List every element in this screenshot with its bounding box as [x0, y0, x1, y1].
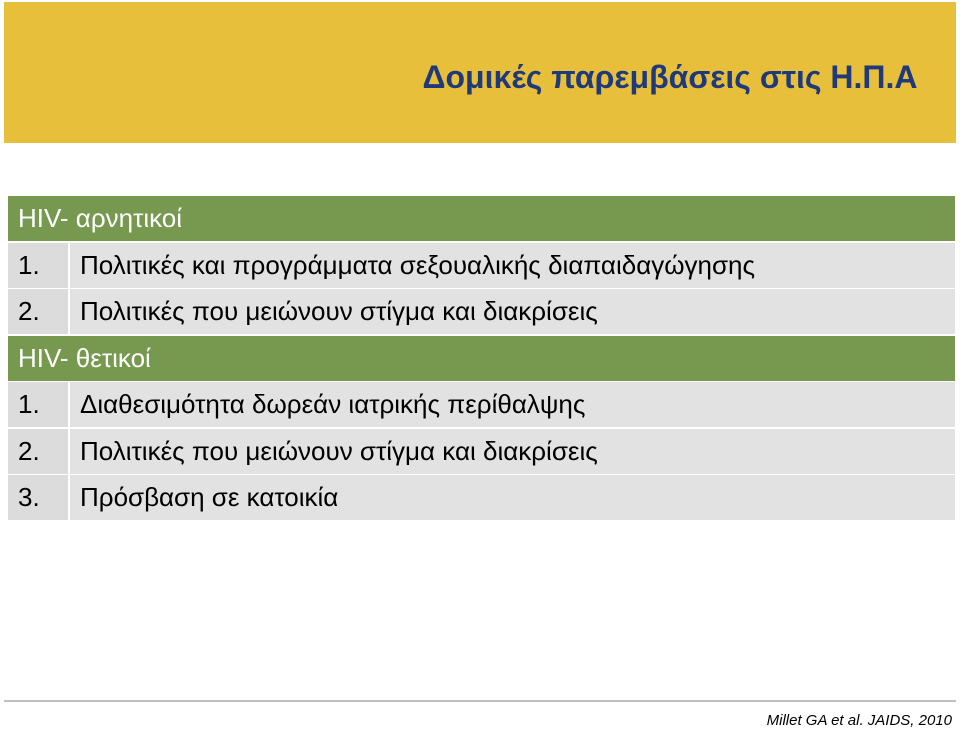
title-bar: [4, 2, 956, 143]
slide-title: Δομικές παρεμβάσεις στις Η.Π.Α: [422, 59, 918, 95]
citation: Millet GA et al. JAIDS, 2010: [766, 712, 952, 729]
row-number: 2.: [8, 289, 68, 334]
section-header-label: HIV- αρνητικοί: [18, 203, 183, 233]
row-number: 2.: [8, 429, 68, 474]
row-number: 1.: [8, 243, 68, 288]
row-number: 1.: [8, 382, 68, 427]
row-text: Πρόσβαση σε κατοικία: [70, 475, 955, 520]
row-number: 3.: [8, 475, 68, 520]
table-row: [8, 382, 955, 427]
table-row: [8, 243, 955, 288]
table-row: [8, 475, 955, 520]
section-header-hiv-positive: [8, 336, 955, 381]
table-row: [8, 429, 955, 474]
interventions-table: [8, 196, 955, 522]
table-row: [8, 289, 955, 334]
row-text: Πολιτικές που μειώνουν στίγμα και διακρίσεις: [70, 289, 955, 334]
section-header-label: HIV- θετικοί: [18, 342, 151, 373]
section-header-hiv-negative: [8, 196, 955, 241]
row-text: Πολιτικές και προγράμματα σεξουαλικής διαπαιδαγώγησης: [70, 243, 955, 288]
row-text: Διαθεσιμότητα δωρεάν ιατρικής περίθαλψης: [70, 382, 955, 427]
footer-divider: [4, 700, 956, 702]
row-text: Πολιτικές που μειώνουν στίγμα και διακρίσεις: [70, 429, 955, 474]
